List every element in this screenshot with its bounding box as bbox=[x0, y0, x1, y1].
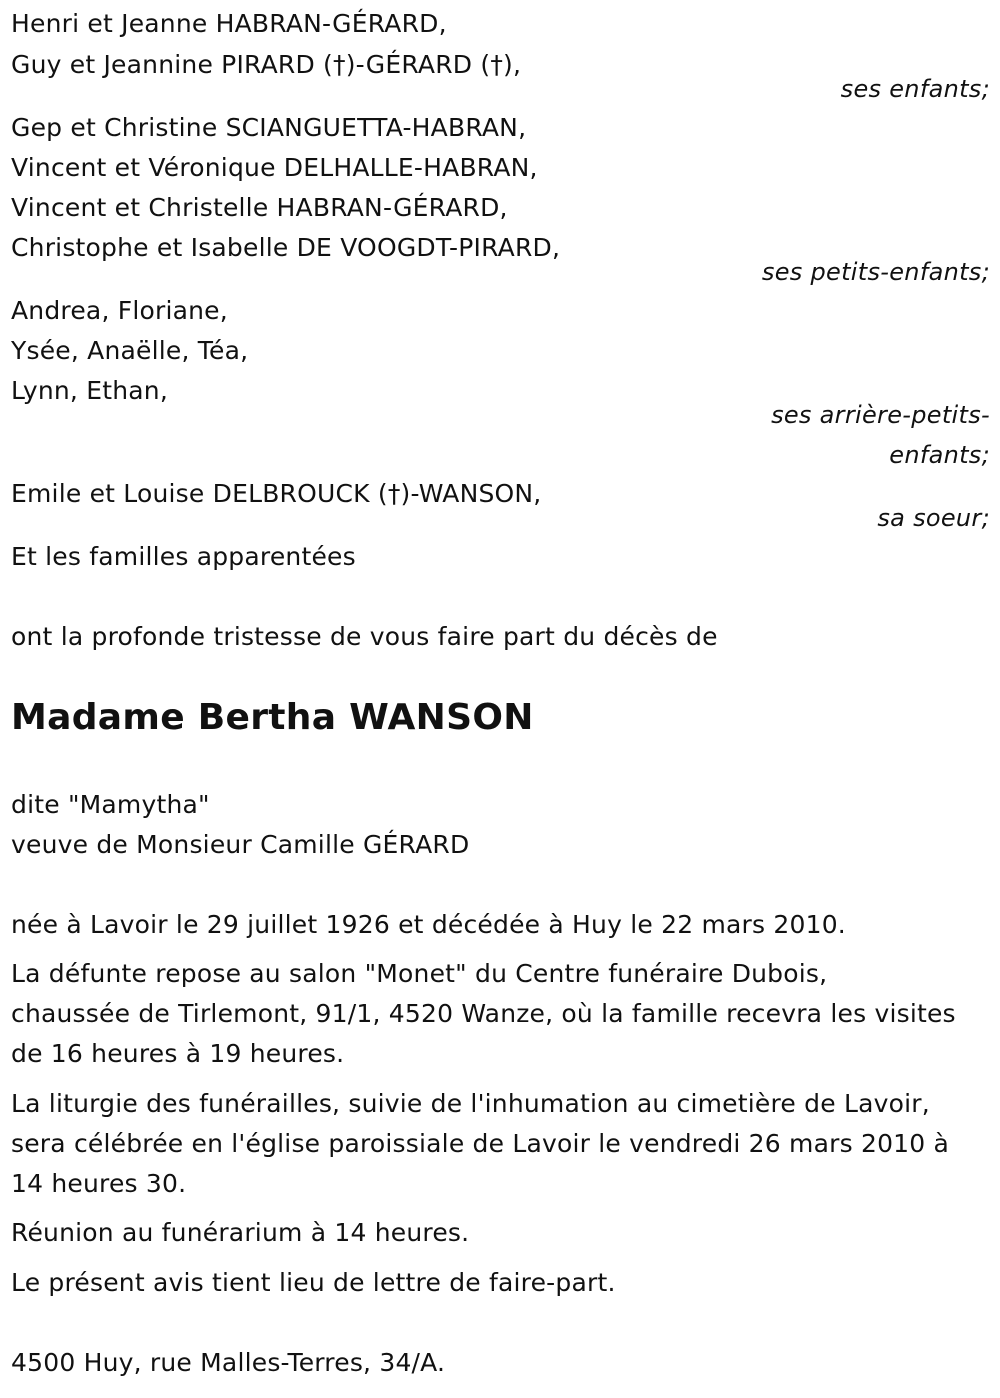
deceased-name: Madame Bertha WANSON bbox=[11, 697, 534, 738]
liturgy-line-2: sera célébrée en l'église paroissiale de Lavoir le vendredi 26 mars 2010 à bbox=[11, 1129, 950, 1158]
children-line-1: Henri et Jeanne HABRAN-GÉRARD, bbox=[11, 9, 447, 38]
children-role: ses enfants; bbox=[840, 75, 990, 103]
liturgy-line-3: 14 heures 30. bbox=[11, 1169, 187, 1198]
liturgy-line-1: La liturgie des funérailles, suivie de l'inhumation au cimetière de Lavoir, bbox=[11, 1089, 930, 1118]
rest-line-2: chaussée de Tirlemont, 91/1, 4520 Wanze, où la famille recevra les visites bbox=[11, 999, 956, 1028]
deceased-widow-of: veuve de Monsieur Camille GÉRARD bbox=[11, 830, 470, 859]
rest-line-3: de 16 heures à 19 heures. bbox=[11, 1039, 345, 1068]
announcement-line: ont la profonde tristesse de vous faire part du décès de bbox=[11, 622, 718, 651]
great-grandchildren-role-line-2: enfants; bbox=[889, 441, 990, 469]
grandchildren-line-1: Gep et Christine SCIANGUETTA-HABRAN, bbox=[11, 113, 527, 142]
birth-death-dates: née à Lavoir le 29 juillet 1926 et décédée à Huy le 22 mars 2010. bbox=[11, 910, 846, 939]
great-grandchildren-role-line-1: ses arrière-petits- bbox=[771, 401, 990, 429]
sister-role: sa soeur; bbox=[877, 504, 990, 532]
address-line: 4500 Huy, rue Malles-Terres, 34/A. bbox=[11, 1348, 446, 1377]
great-grandchildren-line-2: Ysée, Anaëlle, Téa, bbox=[11, 336, 249, 365]
deceased-nickname: dite "Mamytha" bbox=[11, 790, 210, 819]
great-grandchildren-line-1: Andrea, Floriane, bbox=[11, 296, 228, 325]
rest-line-1: La défunte repose au salon "Monet" du Centre funéraire Dubois, bbox=[11, 959, 828, 988]
sister-line: Emile et Louise DELBROUCK (†)-WANSON, bbox=[11, 479, 542, 508]
meeting-line: Réunion au funérarium à 14 heures. bbox=[11, 1218, 470, 1247]
grandchildren-line-2: Vincent et Véronique DELHALLE-HABRAN, bbox=[11, 153, 538, 182]
grandchildren-role: ses petits-enfants; bbox=[761, 258, 990, 286]
great-grandchildren-line-3: Lynn, Ethan, bbox=[11, 376, 168, 405]
children-line-2: Guy et Jeannine PIRARD (†)-GÉRARD (†), bbox=[11, 50, 522, 79]
families-line: Et les familles apparentées bbox=[11, 542, 356, 571]
grandchildren-line-4: Christophe et Isabelle DE VOOGDT-PIRARD, bbox=[11, 233, 561, 262]
grandchildren-line-3: Vincent et Christelle HABRAN-GÉRARD, bbox=[11, 193, 508, 222]
notice-line: Le présent avis tient lieu de lettre de faire-part. bbox=[11, 1268, 616, 1297]
